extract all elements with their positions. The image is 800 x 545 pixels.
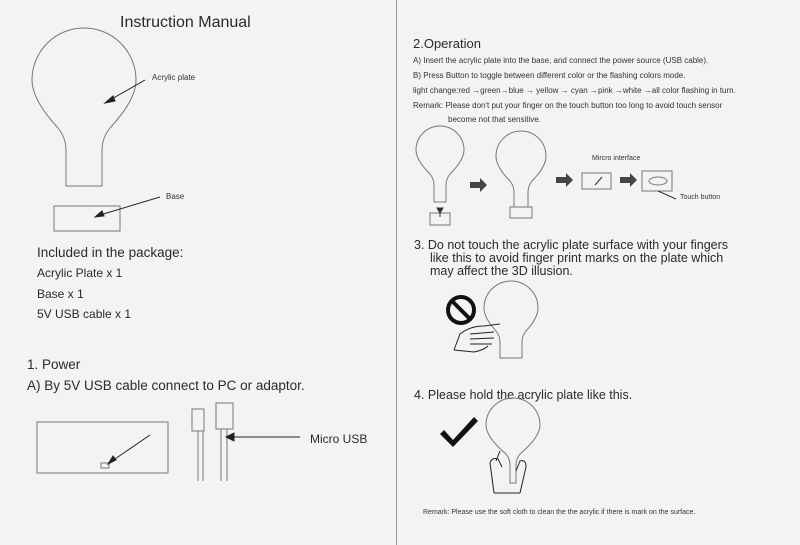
touch-button-circle — [649, 177, 667, 185]
micro-port-leader-line — [112, 435, 150, 461]
acrylic-plate-outline — [32, 28, 136, 186]
step3-line: may affect the 3D illusion. — [430, 264, 573, 278]
package-heading: Included in the package: — [37, 245, 184, 260]
usb-a-plug — [216, 403, 233, 429]
plate-step2 — [496, 131, 546, 207]
operation-line: A) Insert the acrylic plate into the base, and connect the power source (USB cable). — [413, 56, 709, 65]
flow-arrow-2 — [556, 173, 573, 187]
step3-line: like this to avoid finger print marks on the plate which — [430, 251, 724, 265]
insert-arrowhead — [437, 208, 443, 213]
flow-arrow-1 — [470, 178, 487, 192]
hold-plate-illustration — [396, 405, 800, 500]
micro-usb-label: Micro USB — [310, 432, 368, 446]
bulb-with-base-illustration — [0, 0, 396, 240]
operation-line: light change:red →green→blue → yellow → cyan →pink →white →all color flashing in turn. — [413, 86, 736, 95]
cleaning-remark: Remark: Please use the soft cloth to clean the the acrylic if there is mark on the surface. — [423, 509, 696, 516]
micro-usb-plug — [192, 409, 204, 431]
operation-heading: 2.Operation — [413, 36, 481, 51]
flow-arrow-3 — [620, 173, 637, 187]
checkmark-icon — [440, 417, 478, 447]
acrylic-plate-arrowhead — [105, 96, 115, 103]
package-item: Acrylic Plate x 1 — [37, 266, 123, 280]
base-arrowhead — [95, 211, 104, 217]
acrylic-plate-leader-line — [110, 80, 145, 100]
package-item: Base x 1 — [37, 287, 84, 301]
base-side-view — [37, 422, 168, 473]
touch-leader — [658, 191, 676, 199]
acrylic-plate-label: Acrylic plate — [152, 73, 196, 82]
power-heading: 1. Power — [27, 357, 81, 372]
acrylic-plate — [484, 281, 538, 358]
touch-button-label: Touch button — [680, 194, 721, 201]
operation-sequence-illustration — [396, 125, 800, 235]
micro-port-arrowhead — [108, 456, 116, 464]
page-title: Instruction Manual — [120, 14, 251, 31]
power-step-a: A) By 5V USB cable connect to PC or adaptor. — [27, 378, 305, 393]
base-label: Base — [166, 192, 185, 201]
operation-line: become not that sensitive. — [448, 115, 541, 124]
micro-interface-label: Mircro interface — [592, 155, 641, 162]
plate-step1 — [416, 126, 464, 202]
base-step2 — [510, 207, 532, 218]
do-not-touch-illustration — [396, 280, 800, 365]
prohibited-icon — [448, 297, 474, 323]
step4-heading: 4. Please hold the acrylic plate like this. — [414, 388, 633, 402]
package-item: 5V USB cable x 1 — [37, 307, 132, 321]
operation-line: B) Press Button to toggle between different color or the flashing colors mode. — [413, 71, 686, 80]
micro-interface-box — [582, 173, 611, 189]
base-outline — [54, 206, 120, 231]
micro-leader — [595, 177, 602, 185]
operation-line: Remark: Please don't put your finger on the touch button too long to avoid touch sensor — [413, 101, 723, 110]
step3-line: 3. Do not touch the acrylic plate surface with your fingers — [414, 238, 729, 252]
acrylic-plate-held — [486, 398, 540, 483]
